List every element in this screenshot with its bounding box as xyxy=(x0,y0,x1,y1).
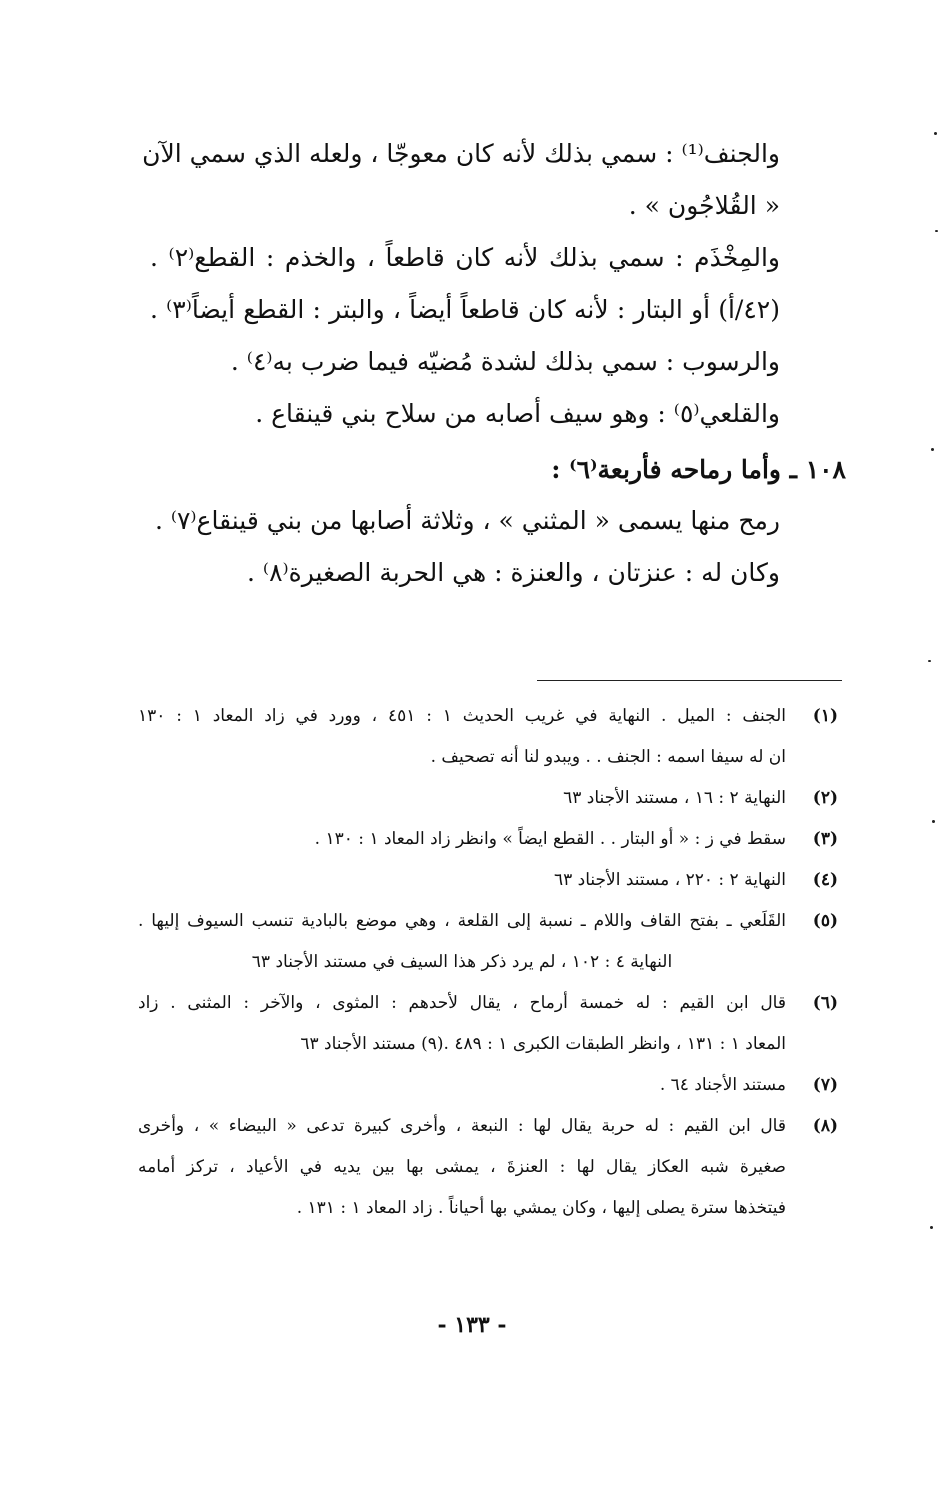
footnote-line: قال ابن القيم : له خمسة أرماح ، يقال لأحدهم : المثوى ، والآخر : المثنى . زاد xyxy=(138,993,786,1013)
scan-speck xyxy=(935,230,938,232)
footnote-line: سقط في ز : « أو البتار . . القطع ايضاً » وانظر زاد المعاد ١ : ١٣٠ . xyxy=(314,829,786,849)
footnote-line: ان له سيفا اسمه : الجنف . . ويبدو لنا أنه تصحيف . xyxy=(430,747,786,767)
page-number: - ١٣٣ - xyxy=(437,1312,507,1338)
footnote-line: صغيرة شبه العكاز يقال لها : العنزةَ ، يمشى بها بين يديه في الأعياد ، تركز أمامه xyxy=(138,1157,786,1177)
footnote-line: فيتخذها سترة يصلى إليها ، وكان يمشي بها أحياناً . زاد المعاد ١ : ١٣١ . xyxy=(296,1198,786,1218)
scan-speck xyxy=(931,448,934,451)
text-line: « القُلاجُون » . xyxy=(628,191,780,220)
text-line: (٤٢/أ) أو البتار : لأنه كان قاطعاً أيضاً ، والبتر : القطع أيضاً⁽٣⁾ . xyxy=(150,295,780,324)
footnote-number: (٤) xyxy=(812,870,838,890)
footnote xyxy=(138,983,838,1065)
footnote-number: (٢) xyxy=(812,788,838,808)
footnotes xyxy=(138,696,838,1229)
footnote-line: المعاد ١ : ١٣١ ، وانظر الطبقات الكبرى ١ : ٤٨٩ .(٩) مستند الأجناد ٦٣ xyxy=(300,1034,786,1054)
text-line: وكان له : عنزتان ، والعنزة : هي الحربة الصغيرة⁽٨⁾ . xyxy=(247,558,780,587)
main-text-2 xyxy=(154,495,780,599)
footnote-line: النهاية ٤ : ١٠٢ ، لم يرد ذكر هذا السيف في مستند الأجناد ٦٣ xyxy=(251,952,673,972)
footnote xyxy=(138,860,838,901)
footnote xyxy=(138,819,838,860)
footnote-number: (٦) xyxy=(812,993,838,1013)
footnote-number: (٥) xyxy=(812,911,838,931)
text-line: والجنف⁽¹⁾ : سمي بذلك لأنه كان معوجّا ، ولعله الذي سمي الآن xyxy=(142,139,780,168)
section-heading: ١٠٨ ـ وأما رماحه فأربعة⁽٦⁾ : xyxy=(551,455,846,484)
scan-speck xyxy=(934,132,937,135)
scan-speck xyxy=(928,660,931,662)
footnote-line: الجنف : الميل . النهاية في غريب الحديث ١ : ٤٥١ ، وورد في زاد المعاد ١ : ١٣٠ xyxy=(138,706,786,726)
footnote xyxy=(138,901,838,983)
footnote-number: (٨) xyxy=(812,1116,838,1136)
text-line: رمح منها يسمى « المثني » ، وثلاثة أصابها من بني قينقاع⁽٧⁾ . xyxy=(154,506,780,535)
footnote-number: (٧) xyxy=(812,1075,838,1095)
scan-speck xyxy=(930,1226,933,1229)
text-line: والمِخْذَم : سمي بذلك لأنه كان قاطعاً ، والخذم : القطع⁽٢⁾ . xyxy=(150,243,780,272)
footnote-separator xyxy=(537,680,842,681)
text-line: والقلعي⁽٥⁾ : وهو سيف أصابه من سلاح بني قينقاع . xyxy=(255,399,780,428)
footnote-line: النهاية ٢ : ١٦ ، مستند الأجناد ٦٣ xyxy=(563,788,786,808)
main-text xyxy=(142,128,780,440)
footnote-line: النهاية ٢ : ٢٢٠ ، مستند الأجناد ٦٣ xyxy=(553,870,786,890)
footnote xyxy=(138,696,838,778)
footnote-line: القَلَعي ـ بفتح القاف واللام ـ نسبة إلى القلعة ، وهي موضع بالبادية تنسب السيوف إليها . xyxy=(138,911,786,931)
footnote-line: مستند الأجناد ٦٤ . xyxy=(659,1075,786,1095)
footnote xyxy=(138,778,838,819)
footnote xyxy=(138,1065,838,1106)
footnote-line: قال ابن القيم : له حربة يقال لها : النبعة ، وأخرى كبيرة تدعى « البيضاء » ، وأخرى xyxy=(138,1116,786,1136)
text-line: والرسوب : سمي بذلك لشدة مُضيّه فيما ضرب ﺑﻪ⁽٤⁾ . xyxy=(230,347,780,376)
footnote-number: (٣) xyxy=(812,829,838,849)
footnote xyxy=(138,1106,838,1229)
scan-speck xyxy=(932,820,935,823)
footnote-number: (١) xyxy=(812,706,838,726)
